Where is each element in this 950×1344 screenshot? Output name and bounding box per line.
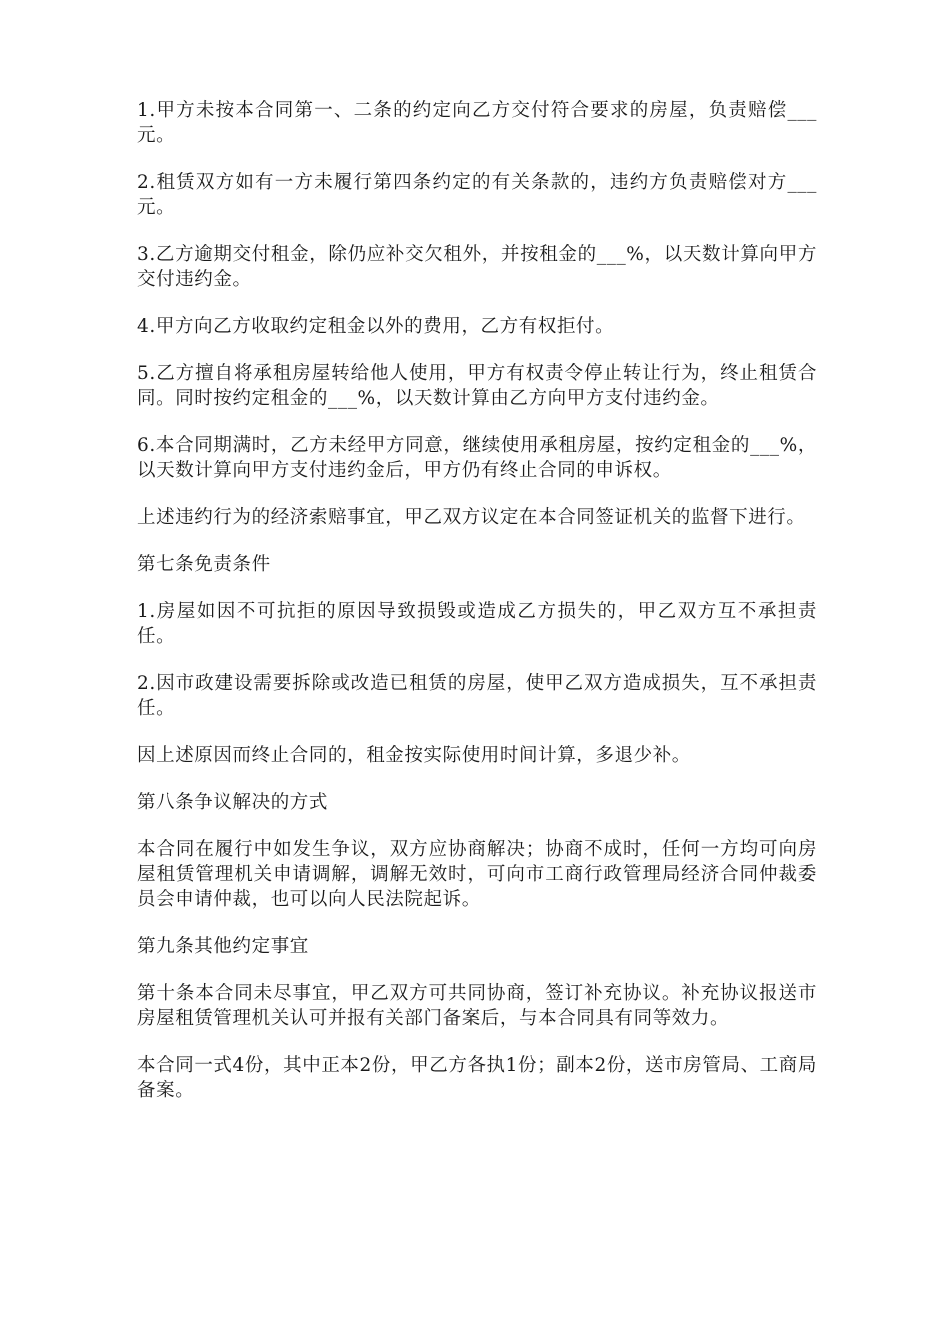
clause-overstay: 6.本合同期满时，乙方未经甲方同意，继续使用承租房屋，按约定租金的___%，以天数计算向甲方支付违约金后，甲方仍有终止合同的申诉权。 <box>137 435 817 481</box>
clause-extra-fees: 4.甲方向乙方收取约定租金以外的费用，乙方有权拒付。 <box>137 316 615 337</box>
clause-rent-settlement: 因上述原因而终止合同的，租金按实际使用时间计算，多退少补。 <box>137 745 691 766</box>
section-heading-article-8: 第八条争议解决的方式 <box>137 792 329 813</box>
document-body <box>137 98 817 1125</box>
clause-dispute-resolution: 本合同在履行中如发生争议，双方应协商解决；协商不成时，任何一方均可向房屋租赁管理机关申请调解，调解无效时，可向市工商行政管理局经济合同仲裁委员会申请仲裁，也可以向人民法院起诉。 <box>137 839 817 910</box>
clause-late-rent: 3.乙方逾期交付租金，除仍应补交欠租外，并按租金的___%，以天数计算向甲方交付违约金。 <box>137 244 817 290</box>
clause-compensation-breach: 2.租赁双方如有一方未履行第四条约定的有关条款的，违约方负责赔偿对方___元。 <box>137 172 817 218</box>
clause-article-10-supplement: 第十条本合同未尽事宜，甲乙双方可共同协商，签订补充协议。补充协议报送市房屋租赁管理机关认可并报有关部门备案后，与本合同具有同等效力。 <box>137 983 817 1029</box>
clause-copies: 本合同一式4份，其中正本2份，甲乙方各执1份；副本2份，送市房管局、工商局备案。 <box>137 1055 817 1101</box>
section-heading-article-9: 第九条其他约定事宜 <box>137 936 309 957</box>
clause-claims-supervision: 上述违约行为的经济索赔事宜，甲乙双方议定在本合同签证机关的监督下进行。 <box>137 507 806 528</box>
clause-municipal-works: 2.因市政建设需要拆除或改造已租赁的房屋，使甲乙双方造成损失，互不承担责任。 <box>137 673 817 719</box>
clause-force-majeure: 1.房屋如因不可抗拒的原因导致损毁或造成乙方损失的，甲乙双方互不承担责任。 <box>137 601 817 647</box>
section-heading-article-7: 第七条免责条件 <box>137 554 271 575</box>
clause-sublet: 5.乙方擅自将承租房屋转给他人使用，甲方有权责令停止转让行为，终止租赁合同。同时按约定租金的___%，以天数计算由乙方向甲方支付违约金。 <box>137 363 817 409</box>
clause-compensation-delivery: 1.甲方未按本合同第一、二条的约定向乙方交付符合要求的房屋，负责赔偿___元。 <box>137 100 817 146</box>
